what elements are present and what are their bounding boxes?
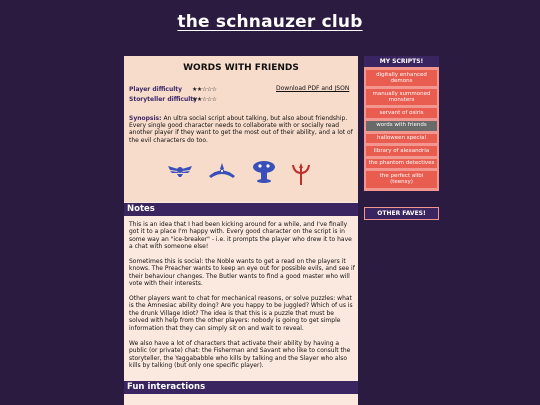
my-scripts-header: MY SCRIPTS! [364,56,439,67]
tiara-icon [207,159,237,181]
sidebar-item-halloween-special[interactable]: halloween special [366,134,437,144]
script-summary [124,56,358,202]
storyteller-difficulty-label: Storyteller difficulty [129,96,198,103]
fun-interactions-header: Fun interactions [124,381,358,394]
storyteller-difficulty-stars: ★★☆☆☆ [192,96,217,103]
notes-paragraph: Sometimes this is social: the Noble wants to get a read on the players it knows. The Preacher wants to keep an eye out for possible evils, and see if their behaviour changes. The Butler wants to find a good master who will vote with their interests. [129,258,355,288]
sidebar-item-manually-summoned-monsters[interactable]: manually summoned monsters [366,89,437,105]
notes-paragraph: We also have a lot of characters that activate their ability by having a public (or private) chat: the Fisherman and Savant who like to consult the storyteller, the Yaggababble who kills by talking and the Slayer who also kills by talking (but only one specific player). [129,340,351,370]
storyteller-difficulty [129,96,217,103]
synopsis [129,115,355,144]
main-content [124,56,358,405]
site-title[interactable]: the schnauzer club [177,12,363,32]
winged-emblem-icon [166,159,194,181]
sidebar-item-library-of-alexandria[interactable]: library of alexandria [366,146,437,156]
synopsis-text: An ultra social script about talking, but also about friendship. Every single good character needs to collaborate with or socially read another player if they want to get the most out of their ability, and a lot of the evil characters do too. [129,115,353,144]
sidebar-item-the-perfect-alibi[interactable]: the perfect alibi (teensy) [366,171,437,187]
script-list [364,70,439,191]
other-faves-header: OTHER FAVES! [364,207,439,220]
sidebar-item-digitally-enhanced-demons[interactable]: digitally enhanced demons [366,70,437,86]
notes-paragraph: This is an idea that I had been kicking around for a while, and I've finally got it to a place I'm happy with. Every good character on the script is in some way an "ice-breaker" - i.e. it prompts the player who drew it to have a chat with someone else! [129,221,352,251]
sidebar-item-words-with-friends[interactable]: words with friends [366,121,437,131]
sidebar [364,56,439,191]
player-difficulty [129,86,217,93]
sidebar-item-the-phantom-detectives[interactable]: the phantom detectives [366,159,437,169]
notes-paragraph: Other players want to chat for mechanical reasons, or solve puzzles: what is the Amnesiac ability doing? Are you happy to be juggled? Which of us is the drunk Village Idiot? The idea is that this is a puzzle that must be solved with help from the other players: nobody is going to get simple information that they can simply sit on and wait to reveal. [129,295,353,332]
player-difficulty-label: Player difficulty [129,86,183,93]
mushroom-cloud-icon [251,159,277,185]
synopsis-label: Synopsis: [129,115,162,122]
download-link[interactable]: Download PDF and JSON [276,85,350,92]
script-title: WORDS WITH FRIENDS [183,63,299,73]
character-icons [124,159,358,187]
sidebar-item-servant-of-osiris[interactable]: servant of osiris [366,108,437,118]
trident-icon [289,159,313,187]
player-difficulty-stars: ★★☆☆☆ [192,86,217,93]
notes-header: Notes [124,203,358,216]
